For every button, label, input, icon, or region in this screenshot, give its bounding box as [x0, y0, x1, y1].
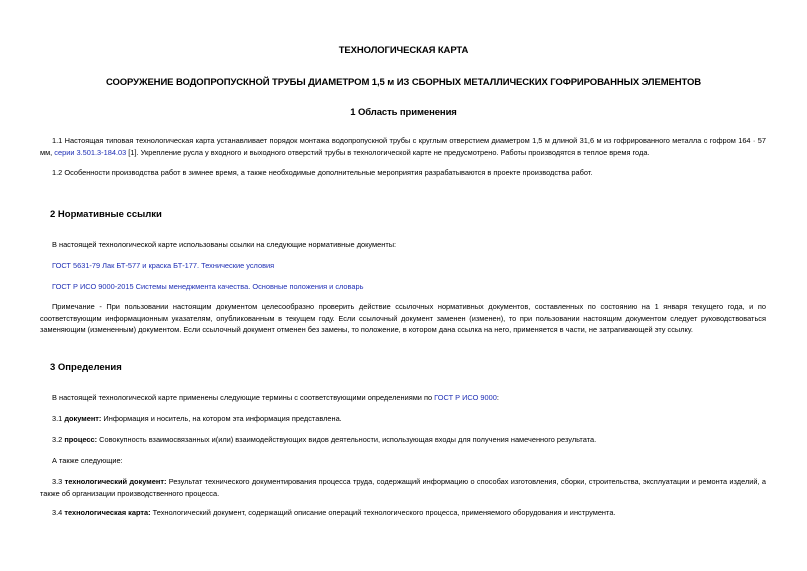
paragraph-3-intro	[40, 392, 766, 404]
definition-3-3	[40, 476, 766, 499]
definition-3-3-number: 3.3	[52, 477, 65, 486]
paragraph-1-1-text-a: 1.1 Настоящая типовая технологическая карта устанавливает порядок монтажа водопропускной трубы с круглым отверстием диаметром 1,5 м длиной 31,6 м из гофрированного металла с гофром 164 · 57 мм,	[40, 136, 766, 157]
definition-3-4-text: Технологический документ, содержащий описание операций технологического процесса, применяемого оборудования и инструмента.	[150, 508, 616, 517]
definition-3-2	[40, 434, 766, 446]
paragraph-3-intro-text-b: :	[496, 393, 499, 402]
series-link[interactable]: серии 3.501.3-184.03	[54, 147, 127, 157]
paragraph-3-intro-text-a: В настоящей технологической карте применены следующие термины с соответствующими определениями по	[52, 393, 435, 402]
paragraph-1-1-text-b: [1]. Укрепление русла у входного и выходного отверстий трубы в технологической карте не предусмотрено. Работы производятся в теплое время года.	[126, 147, 650, 157]
definition-3-1-term: документ:	[64, 414, 102, 423]
paragraph-also: А также следующие:	[52, 456, 123, 465]
document-subtitle: СООРУЖЕНИЕ ВОДОПРОПУСКНОЙ ТРУБЫ ДИАМЕТРОМ 1,5 м ИЗ СБОРНЫХ МЕТАЛЛИЧЕСКИХ ГОФРИРОВАННЫХ ЭЛЕМЕНТОВ	[105, 77, 702, 88]
section-1-heading: 1 Область применения	[350, 107, 457, 118]
definition-3-1-number: 3.1	[52, 414, 65, 423]
paragraph-2-note: Примечание - При пользовании настоящим документом целесообразно проверить действие ссылочных нормативных документов, составленных по состоянию на 1 января текущего года, и по соответствующим информационным указателям, опубликованным в текущем году. Если ссылочный документ заменен (изменен), то при пользовании настоящим документом следует руководствоваться заменяющим (измененным) документом. Если ссылочный документ отменен без замены, то положение, в котором дана ссылка на него, применяется в части, не затрагивающей эту ссылку.	[40, 302, 766, 334]
definition-3-4-number: 3.4	[52, 508, 65, 517]
definition-3-1	[40, 413, 766, 425]
definition-3-3-text: Результат технического документирования процесса труда, содержащий информацию о способах изготовления, сборки, строительства, эксплуатации и ремонта изделий, а также об организации производственного процесса.	[40, 477, 766, 498]
paragraph-2-intro: В настоящей технологической карте использованы ссылки на следующие нормативные документы:	[52, 240, 397, 249]
definition-3-2-text: Совокупность взаимосвязанных и(или) взаимодействующих видов деятельности, использующая входы для получения намеченного результата.	[97, 435, 597, 444]
document-title: ТЕХНОЛОГИЧЕСКАЯ КАРТА	[338, 45, 469, 56]
gost-iso-9000-link[interactable]: ГОСТ Р ИСО 9000	[434, 393, 497, 402]
definition-3-2-term: процесс:	[64, 435, 98, 444]
definition-3-2-number: 3.2	[52, 435, 65, 444]
definition-3-4-term: технологическая карта:	[64, 508, 151, 517]
section-3-heading: 3 Определения	[50, 362, 122, 373]
definition-3-1-text: Информация и носитель, на котором эта информация представлена.	[101, 414, 342, 423]
definition-3-3-term: технологический документ:	[64, 477, 167, 486]
reference-link-gost-iso-9000[interactable]: ГОСТ Р ИСО 9000-2015 Системы менеджмента качества. Основные положения и словарь	[52, 282, 364, 291]
paragraph-1-1	[40, 135, 766, 158]
definition-3-4	[40, 507, 766, 519]
reference-link-gost-5631[interactable]: ГОСТ 5631-79 Лак БТ-577 и краска БТ-177. Технические условия	[52, 261, 275, 270]
section-2-heading: 2 Нормативные ссылки	[50, 209, 162, 220]
paragraph-1-2: 1.2 Особенности производства работ в зимнее время, а также необходимые дополнительные мероприятия разрабатываются в проекте производства работ.	[52, 168, 593, 177]
